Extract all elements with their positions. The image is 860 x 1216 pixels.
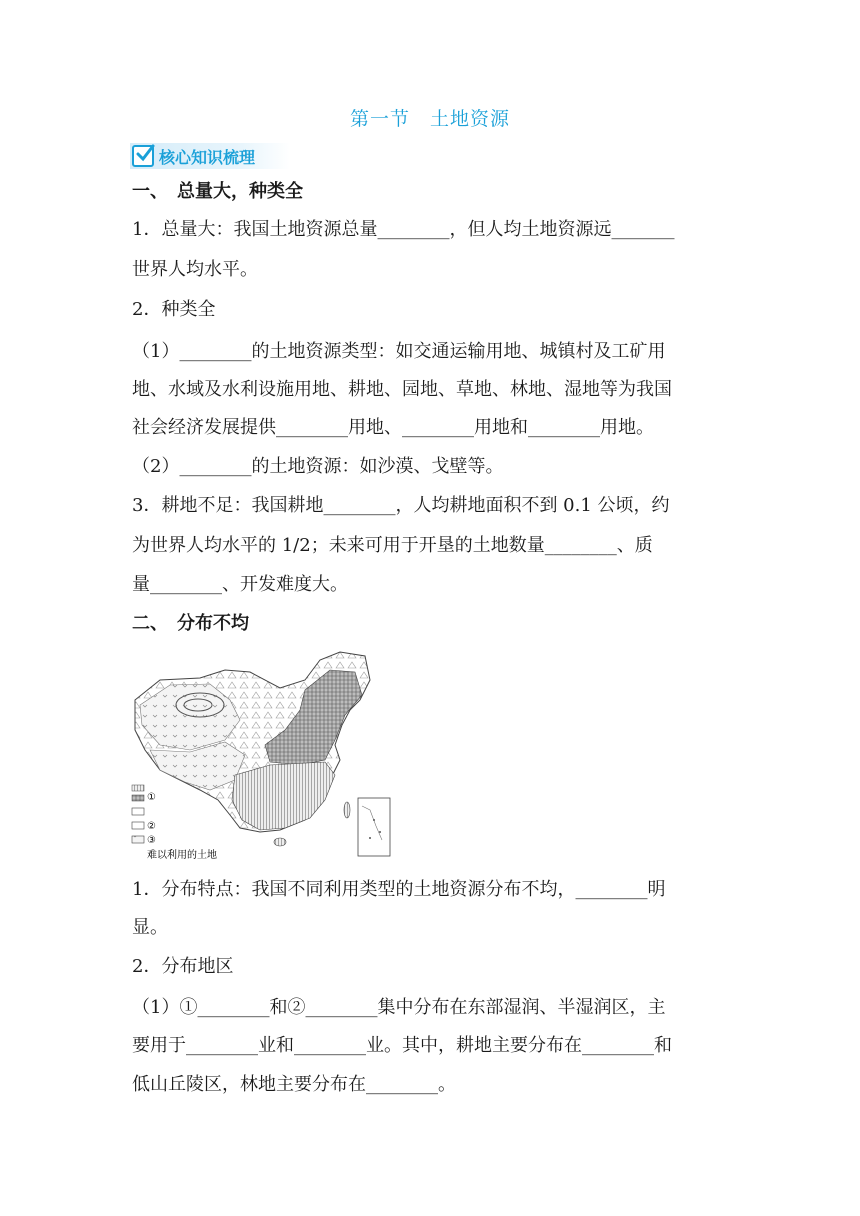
paragraph-line: （1）________的土地资源类型：如交通运输用地、城镇村及工矿用 [132, 341, 666, 362]
paragraph-line: 1．总量大：我国土地资源总量________，但人均土地资源远_______ [132, 219, 675, 240]
paragraph-line: 社会经济发展提供________用地、________用地和________用地。 [132, 417, 654, 438]
legend-label-2: ② [147, 821, 156, 832]
paragraph-line: 为世界人均水平的 1/2；未来可用于开垦的土地数量________、质 [132, 535, 653, 556]
paragraph-line: 2．种类全 [132, 299, 216, 320]
legend-label-4: 难以利用的土地 [147, 850, 217, 861]
page-title: 第一节 土地资源 [349, 108, 510, 130]
paragraph-line: 世界人均水平。 [132, 259, 258, 280]
paragraph-line: 低山丘陵区，林地主要分布在________。 [132, 1074, 456, 1095]
section-heading-1: 一、 总量大，种类全 [132, 181, 303, 202]
paragraph-line: （1）①________和②________集中分布在东部湿润、半湿润区，主 [132, 997, 666, 1018]
paragraph-line: 2．分布地区 [132, 956, 234, 977]
legend-label-1: ① [147, 792, 156, 803]
land-use-map [130, 650, 392, 862]
paragraph-line: 3．耕地不足：我国耕地________，人均耕地面积不到 0.1 公顷，约 [132, 495, 670, 516]
paragraph-line: 显。 [132, 917, 168, 938]
paragraph-line: 1．分布特点：我国不同利用类型的土地资源分布不均，________明 [132, 879, 666, 900]
paragraph-line: 要用于________业和________业。其中，耕地主要分布在________和 [132, 1035, 672, 1056]
paragraph-line: （2）________的土地资源：如沙漠、戈壁等。 [132, 456, 504, 477]
section-banner [130, 143, 290, 169]
checkbox-icon [132, 145, 154, 167]
section-heading-2: 二、 分布不均 [132, 613, 249, 634]
paragraph-line: 地、水域及水利设施用地、耕地、园地、草地、林地、湿地等为我国 [132, 379, 672, 400]
legend-label-3: ③ [147, 835, 156, 846]
paragraph-line: 量________、开发难度大。 [132, 574, 348, 595]
section-banner-label: 核心知识梳理 [159, 148, 256, 167]
